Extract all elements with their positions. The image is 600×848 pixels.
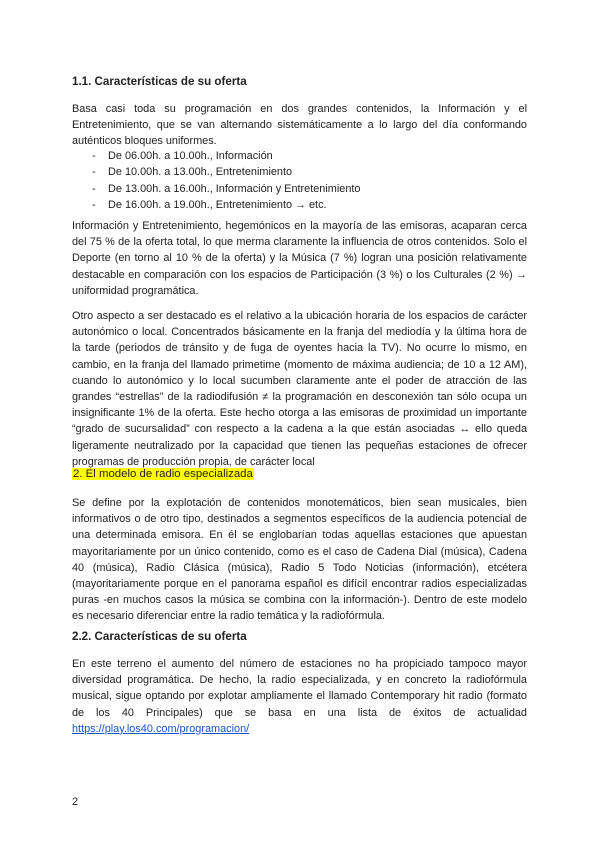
list-item: - De 06.00h. a 10.00h., Información — [92, 150, 273, 162]
section-heading-2-2: 2.2. Características de su oferta — [72, 630, 247, 643]
schedule-list — [72, 148, 527, 213]
paragraph-offer: En este terreno el aumento del número de estaciones no ha propiciado tampoco mayor diversidad programática. De hecho, la radio especializada, y en concreto la radiofórmula musical, sigue optando por explotar ampliamente el llamado Contemporary hit radio (formato de los 40 Principales) que se basa en una lista de éxitos de actualidad https://play.los40.com/programacion/ — [72, 658, 527, 735]
page-number: 2 — [72, 796, 79, 808]
list-item: - De 13.00h. a 16.00h., Información y Entretenimiento — [92, 182, 361, 195]
paragraph-specialized: Se define por la explotación de contenidos monotemáticos, bien sean musicales, bien informativos o de otro tipo, destinados a segmentos específicos de la audiencia potencial de una determinada emisora. En él se englobarían todas aquellas estaciones que apuestan mayoritariamente por un único contenido, como es el caso de Cadena Dial (música), Cadena 40 (música), Radio Clásica (música), Radio 5 Todo Noticias (información), etcétera (mayoritariamente porque en el panorama español es difícil encontrar radios especializadas puras -en muchos casos la música se combina con la información-). Dentro de este modelo es necesario diferenciar entre la radio temática y la radiofórmula. — [72, 497, 527, 623]
programacion-link[interactable]: https://play.los40.com/programacion/ — [72, 722, 250, 735]
paragraph-intro: Basa casi toda su programación en dos grandes contenidos, la Información y el Entretenimiento, que se van alternando sistemáticamente a lo largo del día conformando auténticos bloques uniformes. — [72, 103, 527, 148]
paragraph-hegemony: Información y Entretenimiento, hegemónicos en la mayoría de las emisoras, acaparan cerca del 75 % de la oferta total, lo que merma claramente la influencia de otros contenidos. Solo el Deporte (en torno al 10 % de la oferta) y la Música (7 %) logran una posición relativamente destacable en comparación con los espacios de Participación (3 %) o los Culturales (2 %) → uniformidad programática. — [72, 220, 527, 297]
paragraph-local-content: Otro aspecto a ser destacado es el relativo a la ubicación horaria de los espacios de carácter autonómico o local. Concentrados básicamente en la franja del mediodía y la última hora de la tarde (periodos de tránsito y de fuga de oyentes hacia la TV). No ocurre lo mismo, en cambio, en la franja del llamado primetime (momento de máxima audiencia; de 10 a 12 AM), cuando lo autonómico y lo local sucumben claramente ante el poder de atracción de las grandes “estrellas” de la radiodifusión ≠ la programación en desconexión tan sólo ocupa un insignificante 1% de la oferta. Este hecho otorga a las emisoras de proximidad un importante “grado de sucursalidad” con respecto a la cadena a la que están asociadas ↔ ello queda ligeramente neutralizado por la capacidad que tienen las pequeñas estaciones de ofrecer programas de producción propia, de carácter local — [72, 310, 527, 468]
section-heading-2: 2. El modelo de radio especializada — [73, 468, 253, 480]
list-item: - De 16.00h. a 19.00h., Entretenimiento → etc. — [92, 198, 327, 211]
list-item: - De 10.00h. a 13.00h., Entretenimiento — [92, 166, 293, 179]
section-heading-1-1: 1.1. Características de su oferta — [72, 75, 247, 88]
